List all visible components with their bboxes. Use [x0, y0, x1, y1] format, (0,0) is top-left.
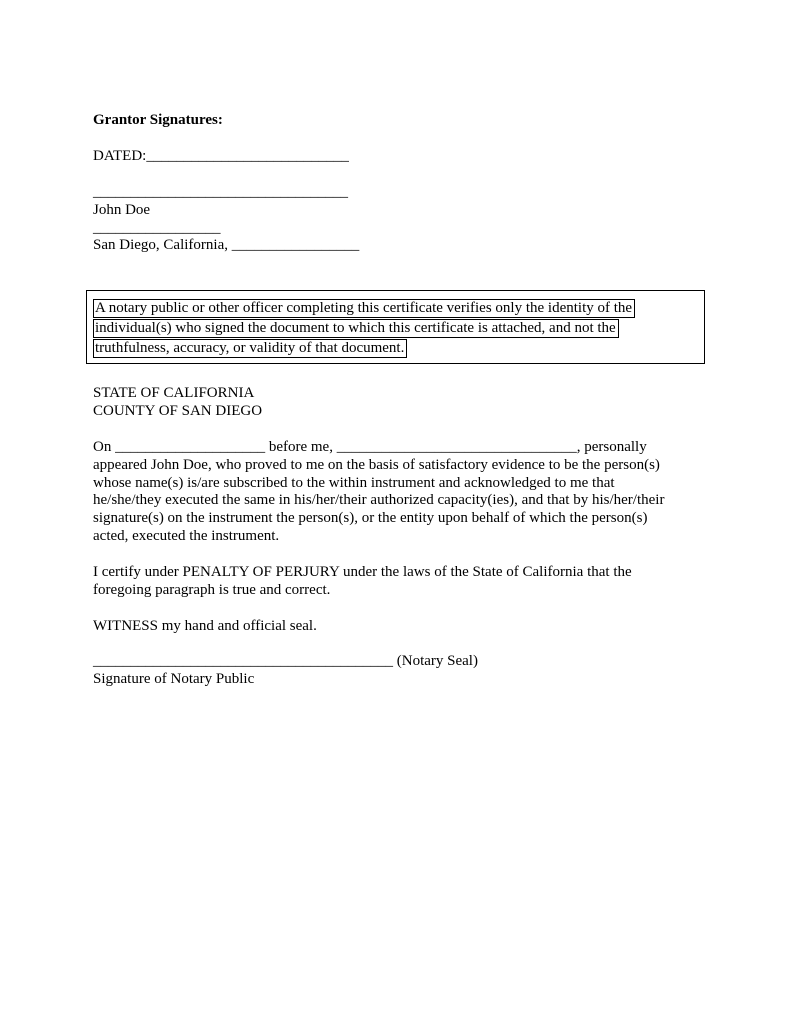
notary-signature-line: ________________________________________ (Notary Seal) [93, 653, 478, 669]
grantor-signature-line: __________________________________ [93, 184, 348, 200]
dated-line: DATED:___________________________ [93, 148, 349, 164]
witness-statement: WITNESS my hand and official seal. [93, 618, 317, 634]
grantor-short-line: _________________ [93, 220, 221, 236]
grantor-signatures-heading: Grantor Signatures: [93, 112, 223, 128]
acknowledgment-line-6: acted, executed the instrument. [93, 528, 280, 544]
notice-line-2: individual(s) who signed the document to which this certificate is attached, and not the [93, 319, 619, 338]
grantor-location-line: San Diego, California, _________________ [93, 237, 360, 253]
venue-state: STATE OF CALIFORNIA [93, 385, 255, 401]
acknowledgment-line-1: On ____________________ before me, ________________________________, personally [93, 439, 647, 455]
notary-signature-caption: Signature of Notary Public [93, 671, 255, 687]
venue-county: COUNTY OF SAN DIEGO [93, 403, 263, 419]
certification-line-2: foregoing paragraph is true and correct. [93, 582, 331, 598]
notice-line-1: A notary public or other officer completing this certificate verifies only the identity of the [93, 299, 635, 318]
certification-line-1: I certify under PENALTY OF PERJURY under the laws of the State of California that the [93, 564, 632, 580]
acknowledgment-line-3: whose name(s) is/are subscribed to the within instrument and acknowledged to me that [93, 475, 615, 491]
acknowledgment-line-5: signature(s) on the instrument the person(s), or the entity upon behalf of which the person(s) [93, 510, 648, 526]
notice-line-3: truthfulness, accuracy, or validity of that document. [93, 339, 407, 358]
acknowledgment-line-4: he/she/they executed the same in his/her/their authorized capacity(ies), and that by his/her/their [93, 492, 665, 508]
grantor-name: John Doe [93, 202, 151, 218]
acknowledgment-line-2: appeared John Doe, who proved to me on the basis of satisfactory evidence to be the person(s) [93, 457, 660, 473]
